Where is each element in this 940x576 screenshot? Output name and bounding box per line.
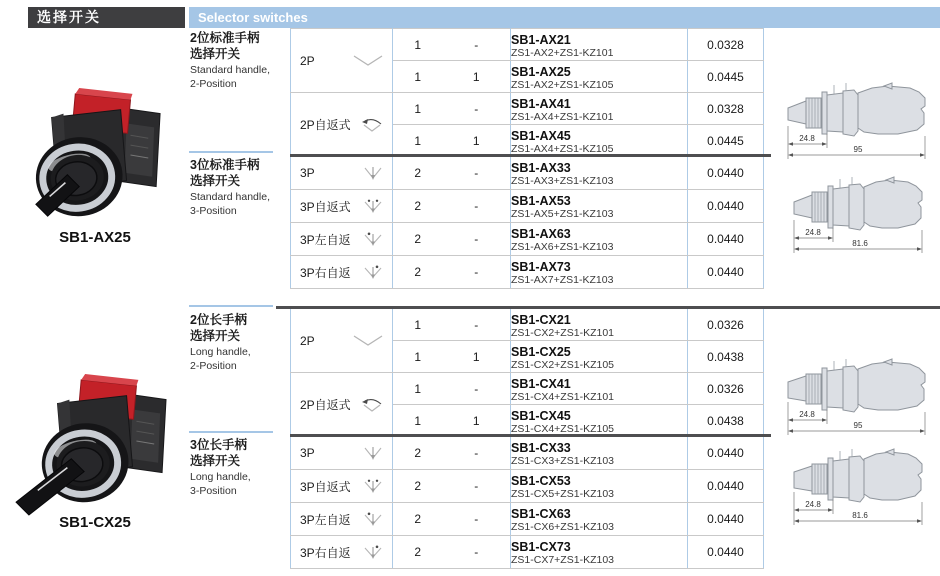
contact-count: - — [443, 437, 511, 470]
weight-value: 0.0440 — [688, 437, 764, 470]
model-number: SB1-AX53 — [511, 194, 571, 208]
section-bar-title: Selector switches — [189, 7, 940, 28]
handle-type-label: 2P — [300, 333, 315, 348]
group-label-en: Long handle, — [190, 471, 251, 484]
contact-count: 1 — [443, 405, 511, 437]
dimension-label: 24.8 — [805, 500, 821, 509]
product-photo-sb1-cx25 — [10, 370, 180, 516]
model-number: SB1-CX25 — [511, 344, 571, 359]
model-number: SB1-AX25 — [511, 64, 571, 79]
group-label-long-3pos — [190, 438, 286, 499]
table-row — [291, 470, 764, 503]
2-position-icon — [351, 53, 385, 68]
dimension-drawing-long-95 — [786, 358, 936, 438]
composition-code: ZS1-CX5+ZS1-KZ103 — [511, 488, 615, 500]
dimension-drawing-long-81-6 — [792, 448, 932, 528]
composition-code: ZS1-CX2+ZS1-KZ101 — [511, 326, 615, 339]
contact-count: 2 — [393, 470, 443, 503]
group-label-cn: 选择开关 — [190, 173, 241, 188]
contact-count: 1 — [443, 125, 511, 157]
contact-count: 1 — [393, 373, 443, 405]
handle-type-label: 3P自返式 — [300, 479, 351, 494]
weight-value: 0.0440 — [688, 157, 764, 190]
composition-code: ZS1-CX6+ZS1-KZ103 — [511, 521, 615, 533]
3-position-spring-return-icon — [361, 199, 385, 214]
weight-value: 0.0440 — [688, 536, 764, 569]
group-label-cn: 3位长手柄 — [190, 438, 247, 452]
contact-count: 1 — [393, 93, 443, 125]
group-label-cn: 选择开关 — [190, 328, 241, 343]
composition-code: ZS1-CX2+ZS1-KZ105 — [511, 358, 615, 371]
handle-type-label: 3P — [300, 446, 315, 460]
table-row — [291, 93, 764, 125]
contact-count: - — [443, 503, 511, 536]
3-position-icon — [361, 166, 385, 181]
weight-value: 0.0326 — [688, 373, 764, 405]
handle-type-label: 3P左自返 — [300, 512, 351, 527]
composition-code: ZS1-AX3+ZS1-KZ103 — [511, 175, 614, 187]
contact-count: - — [443, 256, 511, 289]
group-label-cn: 2位长手柄 — [190, 313, 247, 327]
table-row — [291, 223, 764, 256]
group-label-cn: 选择开关 — [190, 453, 241, 468]
contact-count: - — [443, 536, 511, 569]
divider — [189, 305, 273, 307]
composition-code: ZS1-AX7+ZS1-KZ103 — [511, 274, 614, 286]
table-row — [291, 373, 764, 405]
2-position-icon — [351, 333, 385, 348]
contact-count: 1 — [393, 61, 443, 93]
model-number: SB1-AX63 — [511, 227, 571, 241]
handle-type-label: 2P — [300, 53, 315, 68]
weight-value: 0.0445 — [688, 125, 764, 157]
group-label-en: 2-Position — [190, 77, 237, 90]
weight-value: 0.0440 — [688, 190, 764, 223]
contact-count: 2 — [393, 503, 443, 536]
table-row — [291, 190, 764, 223]
weight-value: 0.0440 — [688, 223, 764, 256]
model-number: SB1-AX45 — [511, 128, 571, 143]
divider — [189, 151, 273, 153]
3-position-spring-return-icon — [361, 479, 385, 494]
model-number: SB1-CX73 — [511, 540, 571, 554]
composition-code: ZS1-CX4+ZS1-KZ105 — [511, 422, 615, 435]
contact-count: - — [443, 470, 511, 503]
table-row — [291, 157, 764, 190]
dimension-label: 24.8 — [805, 228, 821, 237]
2-position-spring-return-icon — [359, 117, 385, 133]
table-row — [291, 437, 764, 470]
contact-count: - — [443, 309, 511, 341]
model-number: SB1-AX33 — [511, 161, 571, 175]
group-label-en: Standard handle, — [190, 191, 270, 204]
contact-count: 1 — [393, 125, 443, 157]
spec-table-ax — [290, 28, 764, 289]
contact-count: - — [443, 190, 511, 223]
contact-count: 2 — [393, 536, 443, 569]
contact-count: - — [443, 157, 511, 190]
weight-value: 0.0438 — [688, 341, 764, 373]
weight-value: 0.0440 — [688, 503, 764, 536]
group-separator-line — [290, 434, 771, 437]
composition-code: ZS1-AX2+ZS1-KZ105 — [511, 78, 614, 91]
handle-type-label: 3P右自返 — [300, 545, 351, 560]
weight-value: 0.0440 — [688, 470, 764, 503]
dimension-drawing-standard-81-6 — [792, 176, 932, 256]
group-label-long-2pos — [190, 313, 286, 374]
model-number: SB1-CX45 — [511, 408, 571, 423]
contact-count: 1 — [393, 341, 443, 373]
dimension-label: 81.6 — [852, 511, 868, 520]
contact-count: 1 — [443, 61, 511, 93]
composition-code: ZS1-CX3+ZS1-KZ103 — [511, 455, 615, 467]
handle-type-label: 3P右自返 — [300, 265, 351, 280]
dimension-drawing-standard-95 — [786, 82, 936, 162]
group-label-en: Long handle, — [190, 346, 251, 359]
table-row — [291, 29, 764, 61]
model-number: SB1-CX53 — [511, 474, 571, 488]
page-title-cn: 选择开关 — [28, 7, 185, 28]
group-label-en: 3-Position — [190, 204, 237, 217]
weight-value: 0.0445 — [688, 61, 764, 93]
model-number: SB1-CX41 — [511, 376, 571, 391]
contact-count: 2 — [393, 223, 443, 256]
model-number: SB1-AX21 — [511, 32, 571, 47]
model-number: SB1-CX33 — [511, 441, 571, 455]
model-number: SB1-CX63 — [511, 507, 571, 521]
composition-code: ZS1-AX6+ZS1-KZ103 — [511, 241, 614, 253]
3-position-right-return-icon — [361, 265, 385, 280]
weight-value: 0.0328 — [688, 93, 764, 125]
product-photo-sb1-ax25 — [16, 84, 174, 226]
group-label-standard-2pos — [190, 31, 286, 92]
group-label-standard-3pos — [190, 158, 286, 219]
weight-value: 0.0440 — [688, 256, 764, 289]
handle-type-label: 3P左自返 — [300, 232, 351, 247]
model-number: SB1-AX73 — [511, 260, 571, 274]
3-position-left-return-icon — [361, 232, 385, 247]
group-label-cn: 3位标准手柄 — [190, 158, 260, 172]
handle-type-label: 2P自返式 — [300, 118, 351, 132]
contact-count: 1 — [393, 309, 443, 341]
group-separator-line — [290, 154, 771, 157]
contact-count: 2 — [393, 256, 443, 289]
product-name-label: SB1-AX25 — [59, 229, 131, 246]
contact-count: - — [443, 93, 511, 125]
3-position-icon — [361, 446, 385, 461]
group-label-en: 3-Position — [190, 484, 237, 497]
composition-code: ZS1-CX4+ZS1-KZ101 — [511, 390, 615, 403]
dimension-label: 95 — [853, 421, 863, 430]
handle-type-label: 3P — [300, 166, 315, 180]
contact-count: 2 — [393, 437, 443, 470]
dimension-label: 24.8 — [799, 134, 815, 143]
composition-code: ZS1-AX5+ZS1-KZ103 — [511, 208, 614, 220]
divider — [189, 431, 273, 433]
group-label-en: 2-Position — [190, 359, 237, 372]
weight-value: 0.0438 — [688, 405, 764, 437]
table-row — [291, 536, 764, 569]
dimension-label: 81.6 — [852, 239, 868, 248]
table-row — [291, 256, 764, 289]
composition-code: ZS1-AX2+ZS1-KZ101 — [511, 46, 614, 59]
table-row — [291, 309, 764, 341]
contact-count: 2 — [393, 190, 443, 223]
contact-count: 2 — [393, 157, 443, 190]
weight-value: 0.0328 — [688, 29, 764, 61]
contact-count: 1 — [393, 405, 443, 437]
table-row — [291, 503, 764, 536]
contact-count: 1 — [393, 29, 443, 61]
composition-code: ZS1-AX4+ZS1-KZ105 — [511, 142, 614, 155]
model-number: SB1-AX41 — [511, 96, 571, 111]
weight-value: 0.0326 — [688, 309, 764, 341]
composition-code: ZS1-CX7+ZS1-KZ103 — [511, 554, 615, 566]
handle-type-label: 2P自返式 — [300, 398, 351, 412]
dimension-label: 95 — [853, 145, 863, 154]
model-number: SB1-CX21 — [511, 312, 571, 327]
contact-count: - — [443, 29, 511, 61]
contact-count: 1 — [443, 341, 511, 373]
dimension-label: 24.8 — [799, 410, 815, 419]
composition-code: ZS1-AX4+ZS1-KZ101 — [511, 110, 614, 123]
handle-type-label: 3P自返式 — [300, 199, 351, 214]
group-label-cn: 2位标准手柄 — [190, 31, 260, 45]
group-label-en: Standard handle, — [190, 64, 270, 77]
section-separator-line — [276, 306, 940, 309]
3-position-left-return-icon — [361, 512, 385, 527]
group-label-cn: 选择开关 — [190, 46, 241, 61]
3-position-right-return-icon — [361, 545, 385, 560]
contact-count: - — [443, 373, 511, 405]
spec-table-cx — [290, 308, 764, 569]
2-position-spring-return-icon — [359, 397, 385, 413]
product-name-label: SB1-CX25 — [59, 514, 131, 531]
contact-count: - — [443, 223, 511, 256]
